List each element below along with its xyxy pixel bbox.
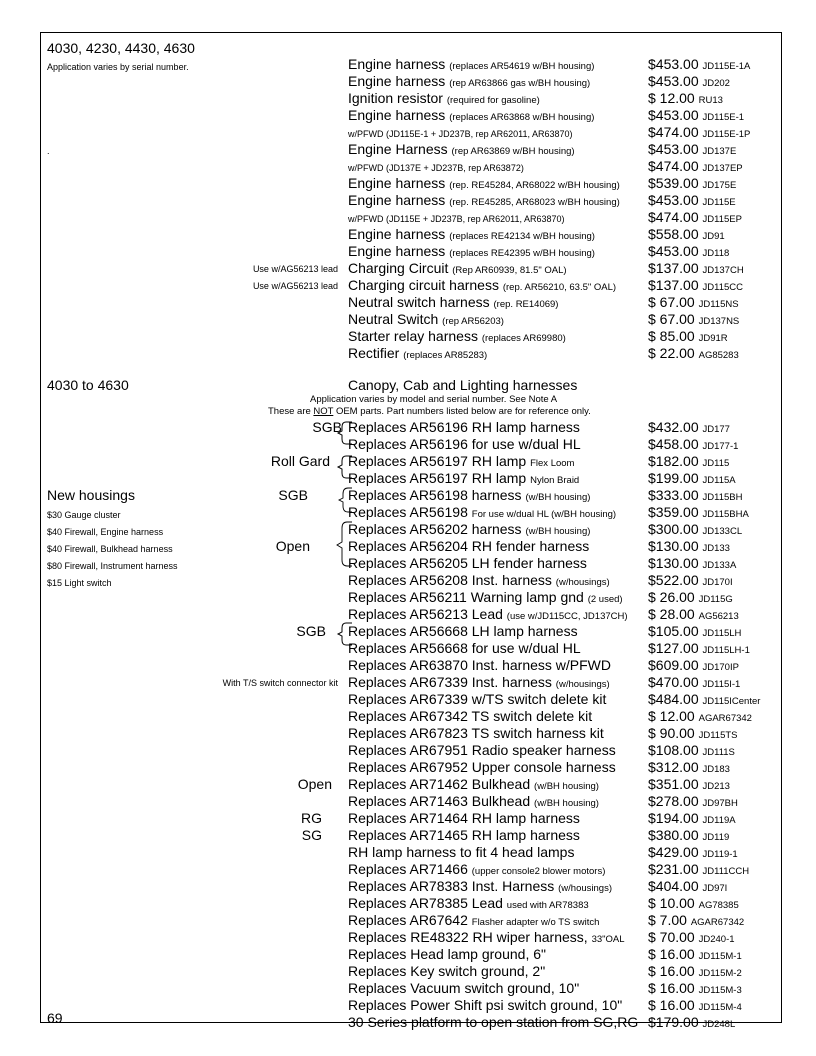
description-main: Replaces AR67823 TS switch harness kit	[348, 725, 604, 741]
price-value: $179.00	[648, 1014, 699, 1030]
price-value: $474.00	[648, 124, 699, 140]
new-housings-item: $80 Firewall, Instrument harness	[47, 561, 178, 571]
section2-heading: Canopy, Cab and Lighting harnesses	[348, 377, 578, 393]
price-value: $ 26.00	[648, 589, 695, 605]
description-main: Replaces AR56196 for use w/dual HL	[348, 436, 581, 452]
price-value: $231.00	[648, 861, 699, 877]
group-label: Open	[275, 538, 310, 554]
price-value: $ 12.00	[648, 708, 695, 724]
part-number: AG56213	[698, 611, 739, 622]
price-value: $105.00	[648, 623, 699, 639]
price-value: $137.00	[648, 277, 699, 293]
part-number: JD97BH	[702, 798, 738, 809]
description-main: Replaces AR56204 RH fender harness	[348, 538, 590, 554]
price-value: $453.00	[648, 141, 699, 157]
group-label: SG	[301, 827, 322, 843]
not-emphasis: NOT	[313, 406, 334, 417]
description-main: Replaces Vacuum switch ground, 10"	[348, 980, 580, 996]
price-value: $484.00	[648, 691, 699, 707]
description-detail: (2 used)	[587, 594, 623, 605]
price-value: $474.00	[648, 209, 699, 225]
description-detail: (replaces RE42395 w/BH housing)	[449, 248, 595, 259]
description-detail: (w/housings)	[555, 679, 610, 690]
part-number: JD115M-2	[698, 968, 742, 979]
part-number: JD91R	[698, 333, 728, 344]
description-main: Ignition resistor	[348, 90, 443, 106]
part-number: JD115E-1P	[702, 129, 751, 140]
description-detail: (replaces RE42134 w/BH housing)	[449, 231, 595, 242]
price-value: $359.00	[648, 504, 699, 520]
part-number: AG78385	[698, 900, 739, 911]
part-number: JD111CCH	[702, 866, 750, 877]
price-value: $539.00	[648, 175, 699, 191]
price-value: $404.00	[648, 878, 699, 894]
price-value: $558.00	[648, 226, 699, 242]
price-value: $ 16.00	[648, 946, 695, 962]
section1-title: 4030, 4230, 4430, 4630	[47, 40, 195, 56]
part-number: JD115NS	[698, 299, 739, 310]
price-value: $300.00	[648, 521, 699, 537]
description-main: Replaces Head lamp ground, 6"	[348, 946, 546, 962]
description-detail: 33"OAL	[591, 934, 625, 945]
description-main: Replaces AR56197 RH lamp	[348, 470, 527, 486]
description-main: Replaces AR56213 Lead	[348, 606, 503, 622]
price-value: $ 22.00	[648, 345, 695, 361]
description-detail: (w/BH housing)	[534, 781, 599, 792]
description-detail: (replaces AR69980)	[481, 333, 566, 344]
price-value: $609.00	[648, 657, 699, 673]
section2-title: 4030 to 4630	[47, 377, 129, 393]
description-detail: (w/BH housing)	[534, 798, 599, 809]
new-housings-item: $40 Firewall, Engine harness	[47, 527, 164, 537]
description-detail: (replaces AR54619 w/BH housing)	[449, 61, 595, 72]
part-number: JD137E	[702, 146, 737, 157]
part-number: JD115LH-1	[702, 645, 750, 656]
description-main: Replaces AR56198 harness	[348, 487, 522, 503]
description-main: Starter relay harness	[348, 328, 478, 344]
description-detail: (rep. AR56210, 63.5" OAL)	[502, 282, 617, 293]
price-value: $130.00	[648, 538, 699, 554]
description-main: Engine harness	[348, 56, 446, 72]
price-value: $ 7.00	[648, 912, 687, 928]
description-detail: (use w/JD115CC, JD137CH)	[506, 611, 628, 622]
description-main: Engine harness	[348, 175, 446, 191]
part-number: JD133A	[702, 560, 737, 571]
part-number: JD137NS	[698, 316, 740, 327]
description-main: Neutral Switch	[348, 311, 439, 327]
part-number: JD115LH	[702, 628, 742, 639]
description-main: Engine harness	[348, 73, 446, 89]
group-label: Roll Gard	[270, 453, 330, 469]
description-detail: (rep AR63866 gas w/BH housing)	[449, 78, 591, 89]
description-main: Replaces AR67339 w/TS switch delete kit	[348, 691, 607, 707]
part-number: JD240-1	[698, 934, 735, 945]
description-main: Replaces AR56205 LH fender harness	[348, 555, 587, 571]
bracket-open	[337, 522, 352, 566]
part-number: JD115G	[698, 594, 733, 605]
price-value: $ 70.00	[648, 929, 695, 945]
description-detail: Flasher adapter w/o TS switch	[471, 917, 600, 928]
description-main: Replaces AR71466	[348, 861, 468, 877]
description-main: Replaces AR71465 RH lamp harness	[348, 827, 580, 843]
part-number: AG85283	[698, 350, 739, 361]
price-value: $470.00	[648, 674, 699, 690]
price-value: $ 28.00	[648, 606, 695, 622]
part-number: JD175E	[702, 180, 737, 191]
part-number: AGAR67342	[690, 917, 745, 928]
description-main: Replaces Key switch ground, 2"	[348, 963, 546, 979]
price-value: $182.00	[648, 453, 699, 469]
price-value: $127.00	[648, 640, 699, 656]
description-main: Replaces AR78383 Inst. Harness	[348, 878, 555, 894]
price-value: $137.00	[648, 260, 699, 276]
group-label: RG	[301, 810, 322, 826]
part-number: JD115CC	[702, 282, 743, 293]
price-value: $ 16.00	[648, 963, 695, 979]
price-value: $453.00	[648, 56, 699, 72]
description-main: Replaces AR78385 Lead	[348, 895, 503, 911]
group-label: Open	[297, 776, 332, 792]
part-number: JD115M-3	[698, 985, 742, 996]
price-value: $130.00	[648, 555, 699, 571]
bracket-rollgard	[338, 456, 352, 478]
price-value: $ 90.00	[648, 725, 695, 741]
group-label: SGB	[278, 487, 308, 503]
description-detail: used with AR78383	[506, 900, 589, 911]
part-number: JD115E-1A	[702, 61, 751, 72]
description-detail: (replaces AR85283)	[403, 350, 488, 361]
price-value: $453.00	[648, 73, 699, 89]
description-detail: (rep AR63869 w/BH housing)	[451, 146, 575, 157]
bracket-sgb-3	[338, 623, 352, 645]
price-value: $312.00	[648, 759, 699, 775]
price-value: $ 67.00	[648, 311, 695, 327]
description-detail: (rep. RE45284, AR68022 w/BH housing)	[449, 180, 620, 191]
description-main: 30 Series platform to open station from SG,RG	[348, 1014, 639, 1030]
price-value: $ 10.00	[648, 895, 695, 911]
description-main: Replaces AR56198	[348, 504, 468, 520]
part-number: JD115ICenter	[702, 696, 761, 707]
part-number: JD115M-1	[698, 951, 742, 962]
bracket-sgb-2	[339, 488, 352, 512]
part-number: JD119	[702, 832, 730, 843]
part-number: JD137CH	[702, 265, 744, 276]
price-value: $351.00	[648, 776, 699, 792]
description-main: Engine Harness	[348, 141, 448, 157]
part-number: RU13	[698, 95, 723, 106]
section2-note-2: These are NOT OEM parts. Part numbers listed below are for reference only.	[268, 406, 591, 417]
new-housings-item: $15 Light switch	[47, 578, 112, 588]
price-value: $ 16.00	[648, 997, 695, 1013]
section1-note: Application varies by serial number.	[47, 62, 189, 72]
price-value: $ 67.00	[648, 294, 695, 310]
description-detail: (replaces AR63868 w/BH housing)	[449, 112, 595, 123]
price-value: $333.00	[648, 487, 699, 503]
part-number: JD118	[702, 248, 730, 259]
part-number: JD170I	[702, 577, 733, 588]
description-main: Replaces AR56202 harness	[348, 521, 522, 537]
description-main: Replaces AR56208 Inst. harness	[348, 572, 552, 588]
description-main: Replaces AR67339 Inst. harness	[348, 674, 552, 690]
part-number: JD115A	[702, 475, 736, 486]
new-housings-title: New housings	[47, 487, 135, 503]
row-note: Use w/AG56213 lead	[252, 264, 338, 274]
part-number: JD137EP	[702, 163, 743, 174]
price-value: $199.00	[648, 470, 699, 486]
description-detail: (required for gasoline)	[446, 95, 540, 106]
description-main: Replaces AR71462 Bulkhead	[348, 776, 531, 792]
bracket-sgb-1	[338, 422, 352, 444]
description-detail: w/PFWD (JD137E + JD237B, rep AR63872)	[348, 163, 524, 173]
new-housings-item: $30 Gauge cluster	[47, 510, 121, 520]
description-main: Replaces Power Shift psi switch ground, 10"	[348, 997, 623, 1013]
part-number: JD115BH	[702, 492, 743, 503]
part-number: JD115	[702, 458, 730, 469]
row-note: With T/S switch connector kit	[222, 678, 338, 688]
part-number: JD115TS	[698, 730, 738, 741]
price-value: $432.00	[648, 419, 699, 435]
description-main: Replaces AR56197 RH lamp	[348, 453, 527, 469]
price-value: $380.00	[648, 827, 699, 843]
price-value: $ 12.00	[648, 90, 695, 106]
description-detail: For use w/dual HL (w/BH housing)	[471, 509, 617, 520]
group-label: SGB	[312, 419, 342, 435]
description-detail: (w/housings)	[558, 883, 612, 894]
price-value: $278.00	[648, 793, 699, 809]
description-main: Engine harness	[348, 192, 446, 208]
part-number: JD177	[702, 424, 730, 435]
description-main: Replaces RE48322 RH wiper harness,	[348, 929, 588, 945]
description-main: Neutral switch harness	[348, 294, 490, 310]
new-housings-item: $40 Firewall, Bulkhead harness	[47, 544, 173, 554]
description-main: Replaces AR56668 LH lamp harness	[348, 623, 578, 639]
part-number: JD202	[702, 78, 730, 89]
description-detail: (Rep AR60939, 81.5" OAL)	[452, 265, 567, 276]
part-number: JD133	[702, 543, 730, 554]
price-value: $453.00	[648, 107, 699, 123]
section2-note-1: Application varies by model and serial number. See Note A	[310, 394, 558, 405]
part-number: JD248L	[702, 1019, 736, 1030]
part-number: JD115E	[702, 197, 736, 208]
description-detail: Flex Loom	[530, 458, 575, 469]
description-detail: Nylon Braid	[530, 475, 580, 486]
description-detail: (rep. RE14069)	[493, 299, 559, 310]
description-detail: w/PFWD (JD115E + JD237B, rep AR62011, AR63870)	[348, 214, 565, 224]
price-value: $ 16.00	[648, 980, 695, 996]
price-value: $453.00	[648, 192, 699, 208]
description-detail: (w/BH housing)	[525, 526, 591, 537]
part-number: JD183	[702, 764, 730, 775]
part-number: AGAR67342	[698, 713, 752, 724]
group-label: SGB	[296, 623, 326, 639]
description-detail: (upper console2 blower motors)	[471, 866, 606, 877]
price-value: $474.00	[648, 158, 699, 174]
part-number: JD170IP	[702, 662, 739, 673]
description-detail: (rep AR56203)	[442, 316, 504, 327]
part-number: JD177-1	[702, 441, 739, 452]
price-value: $453.00	[648, 243, 699, 259]
part-number: JD119A	[702, 815, 736, 826]
description-main: Replaces AR56196 RH lamp harness	[348, 419, 580, 435]
description-main: Replaces AR71464 RH lamp harness	[348, 810, 580, 826]
description-main: Engine harness	[348, 243, 446, 259]
description-main: Replaces AR56668 for use w/dual HL	[348, 640, 581, 656]
description-detail: (w/housings)	[555, 577, 610, 588]
description-main: Engine harness	[348, 226, 446, 242]
description-main: Charging Circuit	[348, 260, 449, 276]
description-main: Replaces AR71463 Bulkhead	[348, 793, 531, 809]
description-main: Rectifier	[348, 345, 400, 361]
price-value: $429.00	[648, 844, 699, 860]
section1-dot: .	[47, 146, 50, 156]
description-main: Replaces AR67952 Upper console harness	[348, 759, 616, 775]
part-number: JD115I-1	[702, 679, 741, 690]
part-number: JD111S	[702, 747, 735, 758]
description-main: RH lamp harness to fit 4 head lamps	[348, 844, 575, 860]
description-main: Charging circuit harness	[348, 277, 499, 293]
price-value: $194.00	[648, 810, 699, 826]
part-number: JD115BHA	[702, 509, 749, 520]
description-main: Replaces AR56211 Warning lamp gnd	[348, 589, 584, 605]
description-main: Engine harness	[348, 107, 446, 123]
description-detail: w/PFWD (JD115E-1 + JD237B, rep AR62011, AR63870)	[348, 129, 573, 139]
part-number: JD97I	[702, 883, 728, 894]
page-number: 69	[47, 1010, 63, 1026]
description-detail: (rep. RE45285, AR68023 w/BH housing)	[449, 197, 620, 208]
row-note: Use w/AG56213 lead	[252, 281, 338, 291]
description-main: Replaces AR67951 Radio speaker harness	[348, 742, 616, 758]
part-number: JD213	[702, 781, 730, 792]
part-number: JD119-1	[702, 849, 738, 860]
part-number: JD91	[702, 231, 725, 242]
description-detail: (w/BH housing)	[525, 492, 591, 503]
price-value: $522.00	[648, 572, 699, 588]
price-value: $ 85.00	[648, 328, 695, 344]
part-number: JD133CL	[702, 526, 743, 537]
part-number: JD115EP	[702, 214, 742, 225]
price-value: $108.00	[648, 742, 699, 758]
price-value: $458.00	[648, 436, 699, 452]
description-main: Replaces AR67342 TS switch delete kit	[348, 708, 593, 724]
description-main: Replaces AR63870 Inst. harness w/PFWD	[348, 657, 612, 673]
part-number: JD115M-4	[698, 1002, 742, 1013]
part-number: JD115E-1	[702, 112, 745, 123]
description-main: Replaces AR67642	[348, 912, 468, 928]
